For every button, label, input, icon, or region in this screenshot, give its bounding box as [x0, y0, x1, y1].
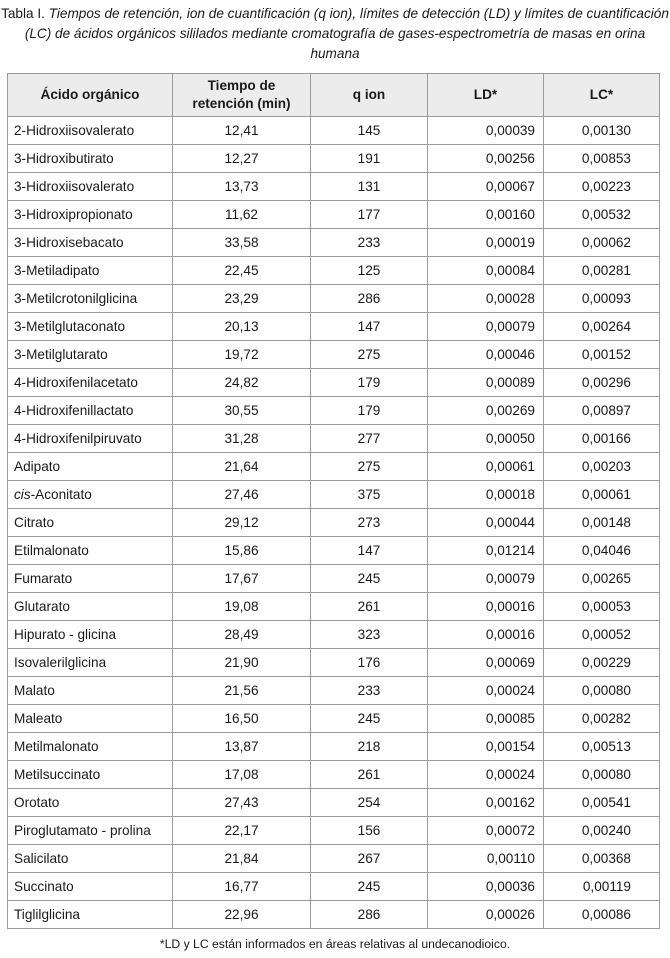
cell-lc: 0,00062	[544, 229, 660, 257]
cell-retention-time: 31,28	[173, 425, 311, 453]
organic-acids-table	[7, 73, 660, 929]
table-row	[8, 621, 660, 649]
cell-lc: 0,00052	[544, 621, 660, 649]
cell-ld: 0,00079	[428, 313, 544, 341]
table-row	[8, 341, 660, 369]
cell-lc: 0,00240	[544, 817, 660, 845]
cell-acid-name: 3-Hidroxipropionato	[8, 201, 173, 229]
cell-acid-name: 4-Hidroxifenilpiruvato	[8, 425, 173, 453]
cell-retention-time: 22,96	[173, 901, 311, 929]
table-header-row	[8, 74, 660, 117]
table-row	[8, 145, 660, 173]
cell-q-ion: 275	[311, 341, 428, 369]
table-row	[8, 481, 660, 509]
table-row	[8, 677, 660, 705]
cell-ld: 0,00067	[428, 173, 544, 201]
cell-q-ion: 179	[311, 397, 428, 425]
cell-ld: 0,00016	[428, 593, 544, 621]
table-row	[8, 789, 660, 817]
cell-q-ion: 254	[311, 789, 428, 817]
header-lc: LC*	[544, 74, 660, 117]
cell-acid-name: Metilmalonato	[8, 733, 173, 761]
cell-retention-time: 28,49	[173, 621, 311, 649]
cell-q-ion: 131	[311, 173, 428, 201]
cell-ld: 0,00110	[428, 845, 544, 873]
cell-q-ion: 147	[311, 313, 428, 341]
cell-acid-name: Orotato	[8, 789, 173, 817]
table-row	[8, 509, 660, 537]
cell-retention-time: 16,77	[173, 873, 311, 901]
cell-q-ion: 145	[311, 117, 428, 145]
cell-q-ion: 275	[311, 453, 428, 481]
cell-lc: 0,00541	[544, 789, 660, 817]
cell-lc: 0,00130	[544, 117, 660, 145]
cell-retention-time: 30,55	[173, 397, 311, 425]
cell-acid-name: 3-Hidroxiisovalerato	[8, 173, 173, 201]
cell-lc: 0,00229	[544, 649, 660, 677]
cell-q-ion: 286	[311, 285, 428, 313]
cell-retention-time: 22,45	[173, 257, 311, 285]
cell-lc: 0,00513	[544, 733, 660, 761]
cell-acid-name: Succinato	[8, 873, 173, 901]
table-row	[8, 817, 660, 845]
cell-acid-name: 3-Hidroxisebacato	[8, 229, 173, 257]
cell-retention-time: 12,27	[173, 145, 311, 173]
table-footnote: *LD y LC están informados en áreas relativas al undecanodioico.	[159, 937, 511, 951]
cell-acid-name: 3-Hidroxibutirato	[8, 145, 173, 173]
table-row	[8, 257, 660, 285]
table-row	[8, 537, 660, 565]
cell-q-ion: 245	[311, 873, 428, 901]
table-row	[8, 733, 660, 761]
header-tiempo-retencion: Tiempo de retención (min)	[173, 74, 311, 117]
table-row	[8, 845, 660, 873]
header-ld: LD*	[428, 74, 544, 117]
table-body	[8, 117, 660, 929]
cell-retention-time: 11,62	[173, 201, 311, 229]
cell-retention-time: 19,08	[173, 593, 311, 621]
cell-retention-time: 13,73	[173, 173, 311, 201]
cell-ld: 0,00079	[428, 565, 544, 593]
table-row	[8, 313, 660, 341]
cell-q-ion: 323	[311, 621, 428, 649]
cell-acid-name: Malato	[8, 677, 173, 705]
cell-retention-time: 22,17	[173, 817, 311, 845]
cell-lc: 0,00296	[544, 369, 660, 397]
cell-q-ion: 273	[311, 509, 428, 537]
cell-lc: 0,00093	[544, 285, 660, 313]
cell-retention-time: 12,41	[173, 117, 311, 145]
table-row	[8, 201, 660, 229]
table-row	[8, 229, 660, 257]
cell-acid-name: Metilsuccinato	[8, 761, 173, 789]
cell-ld: 0,00050	[428, 425, 544, 453]
cell-acid-name: Tiglilglicina	[8, 901, 173, 929]
cell-acid-name: 2-Hidroxiisovalerato	[8, 117, 173, 145]
cell-acid-name: Fumarato	[8, 565, 173, 593]
cell-acid-name: 3-Metilglutarato	[8, 341, 173, 369]
table-caption	[0, 4, 670, 64]
table-row	[8, 593, 660, 621]
cell-lc: 0,00281	[544, 257, 660, 285]
cell-retention-time: 13,87	[173, 733, 311, 761]
cell-retention-time: 15,86	[173, 537, 311, 565]
cell-acid-name: Glutarato	[8, 593, 173, 621]
cell-lc: 0,00148	[544, 509, 660, 537]
cell-ld: 0,00024	[428, 677, 544, 705]
cell-ld: 0,00036	[428, 873, 544, 901]
cell-acid-name: Citrato	[8, 509, 173, 537]
header-acido-organico: Ácido orgánico	[8, 74, 173, 117]
table-row	[8, 901, 660, 929]
table-row	[8, 705, 660, 733]
cell-lc: 0,00223	[544, 173, 660, 201]
cell-q-ion: 176	[311, 649, 428, 677]
cell-lc: 0,00086	[544, 901, 660, 929]
cell-q-ion: 375	[311, 481, 428, 509]
cell-q-ion: 261	[311, 593, 428, 621]
table-row	[8, 649, 660, 677]
cell-ld: 0,00154	[428, 733, 544, 761]
cell-q-ion: 156	[311, 817, 428, 845]
cell-lc: 0,04046	[544, 537, 660, 565]
cell-acid-name: 4-Hidroxifenilacetato	[8, 369, 173, 397]
cell-lc: 0,00853	[544, 145, 660, 173]
cell-retention-time: 16,50	[173, 705, 311, 733]
cell-acid-name: Maleato	[8, 705, 173, 733]
cell-ld: 0,00084	[428, 257, 544, 285]
cell-lc: 0,00264	[544, 313, 660, 341]
table-row	[8, 425, 660, 453]
cell-acid-name: Isovalerilglicina	[8, 649, 173, 677]
table-row	[8, 173, 660, 201]
cell-ld: 0,00026	[428, 901, 544, 929]
cell-q-ion: 125	[311, 257, 428, 285]
cell-lc: 0,00119	[544, 873, 660, 901]
cell-q-ion: 218	[311, 733, 428, 761]
cell-ld: 0,00039	[428, 117, 544, 145]
cell-q-ion: 179	[311, 369, 428, 397]
cell-lc: 0,00532	[544, 201, 660, 229]
table-row	[8, 117, 660, 145]
cell-acid-name	[8, 481, 173, 509]
cell-ld: 0,00072	[428, 817, 544, 845]
cell-ld: 0,00019	[428, 229, 544, 257]
cell-q-ion: 177	[311, 201, 428, 229]
cell-retention-time: 33,58	[173, 229, 311, 257]
table-row	[8, 285, 660, 313]
cell-retention-time: 27,43	[173, 789, 311, 817]
cell-q-ion: 147	[311, 537, 428, 565]
cell-retention-time: 21,56	[173, 677, 311, 705]
cell-ld: 0,00256	[428, 145, 544, 173]
cell-q-ion: 233	[311, 229, 428, 257]
cell-acid-name: Piroglutamato - prolina	[8, 817, 173, 845]
cell-ld: 0,00069	[428, 649, 544, 677]
header-q-ion: q ion	[311, 74, 428, 117]
cell-lc: 0,00203	[544, 453, 660, 481]
cell-lc: 0,00152	[544, 341, 660, 369]
cell-ld: 0,00028	[428, 285, 544, 313]
cell-lc: 0,00897	[544, 397, 660, 425]
cell-lc: 0,00080	[544, 761, 660, 789]
cell-ld: 0,00061	[428, 453, 544, 481]
cell-q-ion: 261	[311, 761, 428, 789]
cell-retention-time: 29,12	[173, 509, 311, 537]
cell-retention-time: 17,08	[173, 761, 311, 789]
cell-retention-time: 21,90	[173, 649, 311, 677]
cell-lc: 0,00265	[544, 565, 660, 593]
cell-ld: 0,00269	[428, 397, 544, 425]
cell-acid-name-prefix: cis	[14, 487, 31, 502]
cell-acid-name: 3-Metiladipato	[8, 257, 173, 285]
cell-q-ion: 245	[311, 705, 428, 733]
cell-retention-time: 24,82	[173, 369, 311, 397]
cell-q-ion: 286	[311, 901, 428, 929]
cell-acid-name: Adipato	[8, 453, 173, 481]
cell-ld: 0,00046	[428, 341, 544, 369]
cell-lc: 0,00053	[544, 593, 660, 621]
cell-lc: 0,00166	[544, 425, 660, 453]
cell-acid-name: Salicilato	[8, 845, 173, 873]
cell-lc: 0,00080	[544, 677, 660, 705]
cell-ld: 0,00024	[428, 761, 544, 789]
cell-acid-name: 3-Metilcrotonilglicina	[8, 285, 173, 313]
cell-retention-time: 20,13	[173, 313, 311, 341]
cell-ld: 0,00089	[428, 369, 544, 397]
caption-label: Tabla I.	[1, 6, 45, 21]
cell-acid-name-rest: -Aconitato	[30, 487, 92, 502]
cell-ld: 0,01214	[428, 537, 544, 565]
table-row	[8, 397, 660, 425]
cell-ld: 0,00016	[428, 621, 544, 649]
cell-ld: 0,00160	[428, 201, 544, 229]
cell-acid-name: Hipurato - glicina	[8, 621, 173, 649]
cell-q-ion: 277	[311, 425, 428, 453]
table-row	[8, 453, 660, 481]
cell-retention-time: 17,67	[173, 565, 311, 593]
cell-lc: 0,00282	[544, 705, 660, 733]
cell-q-ion: 233	[311, 677, 428, 705]
cell-retention-time: 19,72	[173, 341, 311, 369]
cell-lc: 0,00368	[544, 845, 660, 873]
cell-ld: 0,00085	[428, 705, 544, 733]
cell-retention-time: 21,84	[173, 845, 311, 873]
cell-q-ion: 267	[311, 845, 428, 873]
cell-retention-time: 27,46	[173, 481, 311, 509]
cell-q-ion: 191	[311, 145, 428, 173]
cell-retention-time: 21,64	[173, 453, 311, 481]
cell-ld: 0,00162	[428, 789, 544, 817]
cell-q-ion: 245	[311, 565, 428, 593]
caption-text: Tiempos de retención, ion de cuantificación (q ion), límites de detección (LD) y límites de cuantificación (LC) de ácidos orgánicos sililados mediante cromatografía de gases-espectrometría de masas en orina humana	[24, 6, 669, 61]
table-row	[8, 565, 660, 593]
cell-retention-time: 23,29	[173, 285, 311, 313]
table-row	[8, 369, 660, 397]
cell-lc: 0,00061	[544, 481, 660, 509]
cell-acid-name: 3-Metilglutaconato	[8, 313, 173, 341]
cell-acid-name: 4-Hidroxifenillactato	[8, 397, 173, 425]
cell-ld: 0,00044	[428, 509, 544, 537]
cell-acid-name: Etilmalonato	[8, 537, 173, 565]
cell-ld: 0,00018	[428, 481, 544, 509]
table-row	[8, 873, 660, 901]
table-row	[8, 761, 660, 789]
